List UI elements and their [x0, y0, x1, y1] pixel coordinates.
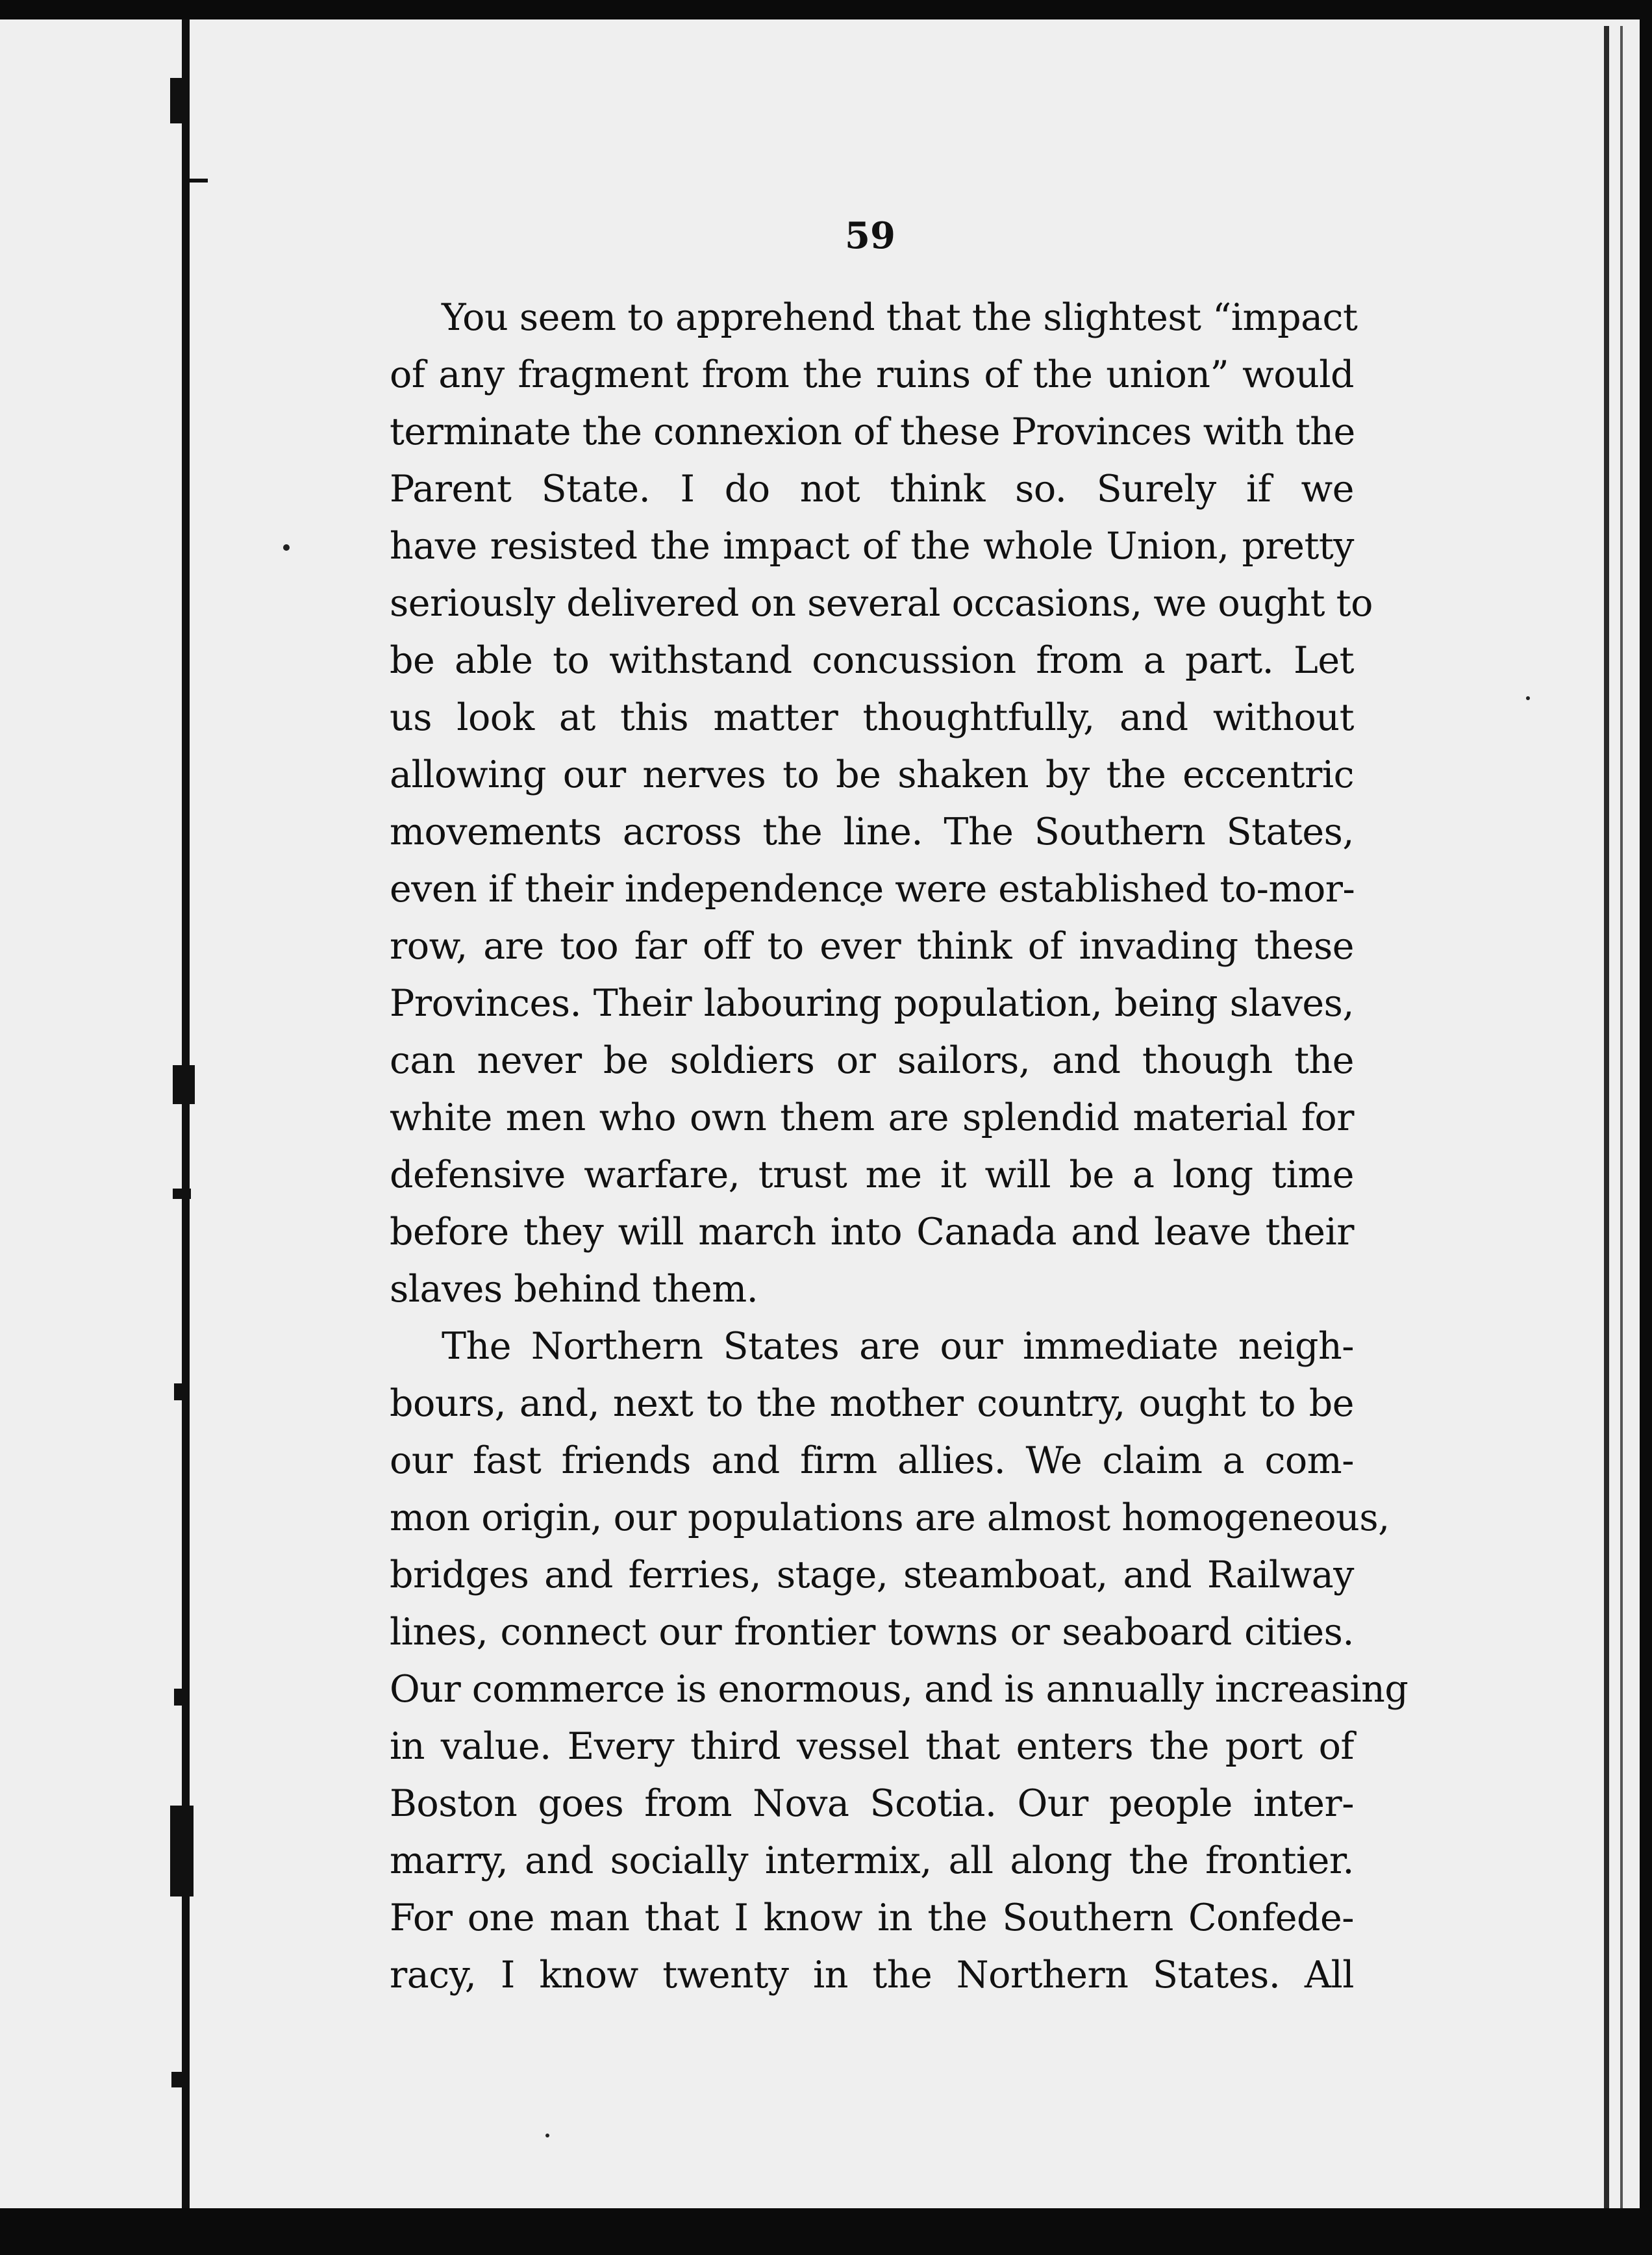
binding-mark [174, 1689, 188, 1706]
text-line: Our commerce is enormous, and is annually increasing [390, 1668, 1408, 1711]
text-line: lines, connect our frontier towns or seaboard cities. [390, 1611, 1354, 1654]
text-line: defensive warfare, trust me it will be a long time [390, 1153, 1354, 1196]
ink-speck [283, 544, 290, 551]
paragraph [390, 1318, 1408, 2004]
text-line: bridges and ferries, stage, steamboat, and Railway [390, 1554, 1354, 1596]
text-line: terminate the connexion of these Provinces with the [390, 410, 1355, 453]
binding-mark [173, 1189, 191, 1199]
text-line: mon origin, our populations are almost homogeneous, [390, 1496, 1390, 1539]
text-line: seriously delivered on several occasions, we ought to [390, 582, 1373, 625]
text-line: have resisted the impact of the whole Union, pretty [390, 525, 1354, 568]
paragraph [390, 289, 1373, 1318]
text-line: For one man that I know in the Southern Confede- [390, 1896, 1354, 1939]
ink-speck [545, 2134, 549, 2137]
text-line: can never be soldiers or sailors, and though the [390, 1039, 1354, 1082]
page-right-edge-shadow [1620, 26, 1623, 2208]
text-line: white men who own them are splendid material for [390, 1096, 1354, 1139]
ink-speck [1526, 696, 1530, 700]
text-line: Provinces. Their labouring population, being slaves, [390, 982, 1354, 1025]
text-line: row, are too far off to ever think of invading these [390, 925, 1354, 968]
binding-mark [173, 1065, 195, 1104]
text-line: us look at this matter thoughtfully, and without [390, 696, 1354, 739]
binding-mark [170, 1806, 194, 1896]
binding-mark [171, 2072, 190, 2087]
text-line: You seem to apprehend that the slightest “impact [442, 296, 1358, 339]
binding-mark [170, 78, 190, 123]
text-line: Parent State. I do not think so. Surely if we [390, 468, 1354, 510]
scan-bottom-border [0, 2208, 1652, 2255]
page-right-edge [1604, 26, 1609, 2208]
binding-mark [188, 179, 208, 183]
binding-mark [174, 1383, 190, 1400]
text-line: in value. Every third vessel that enters the port of [390, 1725, 1354, 1768]
text-line: movements across the line. The Southern States, [390, 811, 1354, 853]
text-line: be able to withstand concussion from a part. Let [390, 639, 1354, 682]
text-line: before they will march into Canada and leave their [390, 1211, 1354, 1253]
text-line: our fast friends and firm allies. We claim a com- [390, 1439, 1354, 1482]
text-line: even if their independence were established to-mor- [390, 868, 1355, 911]
body-text [390, 289, 1408, 2004]
text-line: slaves behind them. [390, 1268, 758, 1311]
text-line: allowing our nerves to be shaken by the eccentric [390, 753, 1354, 796]
text-line: of any fragment from the ruins of the union” would [390, 353, 1354, 396]
text-line: Boston goes from Nova Scotia. Our people inter- [390, 1782, 1354, 1825]
text-line: The Northern States are our immediate neigh- [442, 1325, 1354, 1368]
text-line: bours, and, next to the mother country, ought to be [390, 1382, 1354, 1425]
page-number: 59 [845, 214, 895, 257]
text-line: marry, and socially intermix, all along the frontier. [390, 1839, 1354, 1882]
text-line: racy, I know twenty in the Northern States. All [390, 1954, 1354, 1997]
